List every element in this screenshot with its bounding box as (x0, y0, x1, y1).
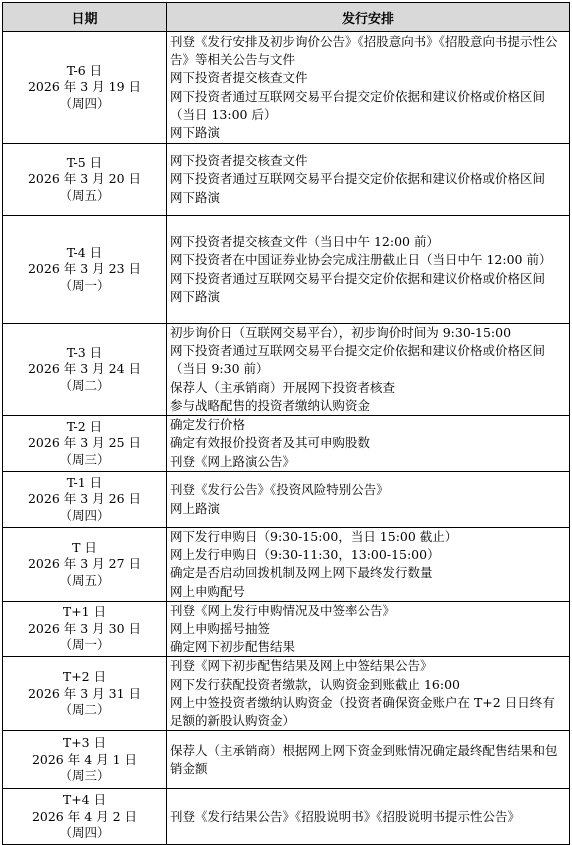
weekday-label: （周四） (59, 95, 110, 111)
schedule-item: 刊登《发行公告》《投资风险特别公告》 (170, 482, 389, 498)
schedule-item: 网上中签投资者缴纳认购资金（投资者确保资金账户在 T+2 日日终有足额的新股认购资金） (170, 694, 555, 729)
trade-day-label: T+3 日 (62, 735, 107, 750)
schedule-cell (167, 789, 570, 845)
schedule-item: 参与战略配售的投资者缴纳认购资金 (170, 397, 371, 413)
trade-day-label: T+1 日 (62, 604, 107, 620)
schedule-item: 刊登《网下初步配售结果及网上中签结果公告》 (170, 658, 433, 674)
schedule-item: 初步询价日（互联网交易平台），初步询价时间为 9:30-15:00 (170, 325, 512, 340)
date-cell (3, 144, 167, 216)
trade-day-label: T-1 日 (66, 474, 103, 490)
weekday-label: （周四） (59, 507, 110, 523)
schedule-item: 网下投资者在中国证券业协会完成注册截止日（当日中午 12:00 前） (170, 252, 552, 268)
calendar-date: 2026 年 3 月 23 日 (27, 261, 142, 277)
schedule-column-header: 发行安排 (167, 3, 570, 32)
schedule-item: 网上路演 (170, 500, 221, 516)
schedule-cell (167, 528, 570, 602)
table-row (3, 324, 570, 416)
schedule-item: 网下发行获配投资者缴款，认购资金到账截止 16:00 (170, 676, 460, 692)
date-cell (3, 528, 167, 602)
date-cell (3, 32, 167, 144)
trade-day-label: T+2 日 (62, 669, 107, 685)
schedule-cell (167, 472, 570, 528)
schedule-item: 网下投资者通过互联网交易平台提交定价依据和建议价格或价格区间 (170, 270, 546, 286)
trade-day-label: T-2 日 (66, 418, 103, 434)
calendar-date: 2026 年 3 月 19 日 (27, 79, 142, 95)
schedule-item: 网上申购配号 (170, 583, 246, 599)
trade-day-label: T-5 日 (66, 154, 103, 170)
schedule-cell (167, 32, 570, 144)
schedule-item: 确定是否启动回拨机制及网上网下最终发行数量 (170, 565, 433, 581)
weekday-label: （周四） (59, 825, 110, 840)
table-row (3, 789, 570, 845)
weekday-label: （周二） (59, 702, 110, 718)
calendar-date: 2026 年 3 月 24 日 (27, 361, 142, 377)
table-row (3, 472, 570, 528)
schedule-cell (167, 601, 570, 657)
schedule-item: 网下投资者通过互联网交易平台提交定价依据和建议价格或价格区间（当日 9:30 前） (170, 343, 546, 377)
issuance-schedule-table (2, 2, 570, 845)
schedule-cell (167, 324, 570, 416)
schedule-item: 网下路演 (170, 124, 221, 140)
schedule-item: 网下投资者通过互联网交易平台提交定价依据和建议价格或价格区间（当日 13:00 后） (170, 88, 546, 122)
table-row (3, 216, 570, 324)
schedule-cell (167, 657, 570, 731)
schedule-item: 刊登《发行安排及初步询价公告》《招股意向书》《招股意向书提示性公告》等相关公告与文件 (170, 33, 558, 68)
schedule-item: 网下投资者通过互联网交易平台提交定价依据和建议价格或价格区间 (170, 171, 546, 187)
schedule-item: 网上申购摇号抽签 (170, 621, 271, 637)
schedule-cell (167, 144, 570, 216)
schedule-item: 保荐人（主承销商）开展网下投资者核查 (170, 379, 396, 395)
weekday-label: （周五） (59, 572, 110, 588)
schedule-item: 网下路演 (170, 288, 221, 304)
trade-day-label: T-6 日 (66, 62, 103, 78)
date-cell (3, 657, 167, 731)
table-row (3, 731, 570, 789)
calendar-date: 2026 年 3 月 20 日 (27, 171, 142, 187)
table-row (3, 416, 570, 472)
table-row (3, 601, 570, 657)
date-cell (3, 472, 167, 528)
calendar-date: 2026 年 3 月 25 日 (27, 435, 142, 451)
schedule-item: 确定网下初步配售结果 (170, 639, 296, 655)
date-cell (3, 731, 167, 789)
schedule-item: 确定有效报价投资者及其可申购股数 (170, 435, 371, 451)
schedule-item: 网下投资者提交核查文件（当日中午 12:00 前） (170, 234, 439, 250)
schedule-cell (167, 731, 570, 789)
schedule-item: 网下路演 (170, 189, 221, 205)
date-cell (3, 324, 167, 416)
schedule-cell (167, 416, 570, 472)
schedule-item: 网下投资者提交核查文件 (170, 70, 308, 86)
weekday-label: （周一） (59, 637, 110, 653)
date-cell (3, 789, 167, 845)
trade-day-label: T-3 日 (66, 344, 103, 360)
weekday-label: （周二） (59, 377, 110, 393)
calendar-date: 2026 年 3 月 31 日 (27, 685, 142, 701)
calendar-date: 2026 年 3 月 30 日 (27, 620, 142, 636)
table-row (3, 32, 570, 144)
table-row (3, 528, 570, 602)
weekday-label: （周三） (59, 768, 110, 783)
schedule-item: 刊登《发行结果公告》《招股说明书》《招股说明书提示性公告》 (170, 808, 521, 824)
date-cell (3, 416, 167, 472)
weekday-label: （周一） (59, 277, 110, 293)
trade-day-label: T-4 日 (66, 244, 103, 260)
weekday-label: （周三） (59, 451, 110, 467)
schedule-item: 网下发行申购日（9:30-15:00，当日 15:00 截止） (170, 529, 458, 545)
schedule-item: 刊登《网上路演公告》 (170, 453, 296, 469)
calendar-date: 2026 年 4 月 1 日 (31, 751, 138, 767)
trade-day-label: T+4 日 (62, 792, 107, 807)
date-cell (3, 601, 167, 657)
trade-day-label: T 日 (72, 539, 97, 555)
schedule-item: 网下投资者提交核查文件 (170, 153, 308, 169)
date-cell (3, 216, 167, 324)
schedule-item: 确定发行价格 (170, 417, 246, 433)
schedule-cell (167, 216, 570, 324)
schedule-item: 网上发行申购日（9:30-11:30，13:00-15:00） (170, 547, 440, 563)
schedule-item: 刊登《网上发行申购情况及中签率公告》 (170, 602, 396, 618)
calendar-date: 2026 年 3 月 26 日 (27, 491, 142, 507)
table-row (3, 657, 570, 731)
weekday-label: （周五） (59, 187, 110, 203)
table-row (3, 144, 570, 216)
calendar-date: 2026 年 3 月 27 日 (27, 556, 142, 572)
schedule-item: 保荐人（主承销商）根据网上网下资金到账情况确定最终配售结果和包销金额 (170, 742, 558, 776)
calendar-date: 2026 年 4 月 2 日 (31, 808, 138, 824)
date-column-header: 日期 (3, 3, 167, 32)
header-row (3, 3, 570, 32)
